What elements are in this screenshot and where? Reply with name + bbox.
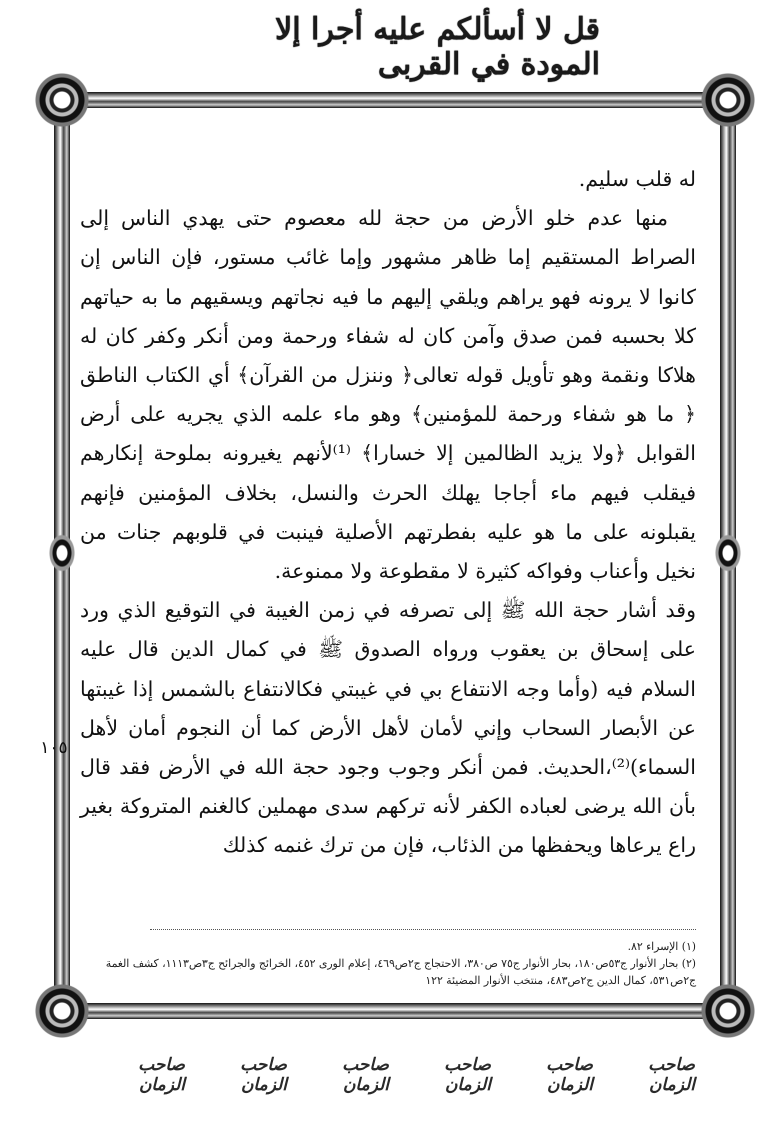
calligraphy-ornament: صاحب الزمان <box>444 1055 491 1095</box>
calligraphy-ornament: صاحب الزمان <box>546 1055 593 1095</box>
bottom-calligraphy-band <box>95 1045 695 1105</box>
frame-top-border <box>80 92 710 108</box>
frame-corner-ornament-icon <box>700 983 756 1039</box>
page-number: ١٠٥ <box>40 738 68 758</box>
paragraph: وقد أشار حجة الله ﷺ إلى تصرفه في زمن الغيبة في التوقيع الذي ورد على إسحاق بن يعقوب ورواه الصدوق ﷺ في كمال الدين قال عليه السلام فيه (وأما وجه الانتفاع بي في غيبتي فكالانتفاع بالشمس إذا غيبتها عن الأبصار السحاب وإني لأمان لأهل الأرض كما أن النجوم أمان لأهل السماء)⁽²⁾،الحديث. فمن أنكر وجوب وجود حجة الله في الأرض فقد قال بأن الله يرضى لعباده الكفر لأنه تركهم سدى مهملين كالغنم المتروكة بغير راع يرعاها ويحفظها من الذئاب، فإن من ترك غنمه كذلك <box>80 598 696 858</box>
calligraphy-ornament: صاحب الزمان <box>648 1055 695 1095</box>
body-text <box>80 160 696 866</box>
frame-corner-ornament-icon <box>700 72 756 128</box>
calligraphy-ornament: صاحب الزمان <box>138 1055 185 1095</box>
frame-side-ornament-icon <box>48 533 76 573</box>
frame-bottom-border <box>80 1003 710 1019</box>
footnotes <box>80 938 696 989</box>
footnote-divider <box>150 929 696 930</box>
frame-side-ornament-icon <box>714 533 742 573</box>
calligraphy-ornament: صاحب الزمان <box>342 1055 389 1095</box>
frame-corner-ornament-icon <box>34 983 90 1039</box>
frame-corner-ornament-icon <box>34 72 90 128</box>
paragraph: منها عدم خلو الأرض من حجة لله معصوم حتى يهدي الناس إلى الصراط المستقيم إما ظاهر مشهور وإما غائب مستور، فإن الناس إن كانوا لا يرونه فهو يراهم ويلقي إليهم ما فيه نجاتهم ويسقيهم ما به حياتهم كلا بحسبه فمن صدق وآمن كان له شفاء ورحمة ومن أنكر وكفر كان له هلاكا ونقمة وهو تأويل قوله تعالى﴿ وننزل من القرآن﴾ أي الكتاب الناطق ﴿ ما هو شفاء ورحمة للمؤمنين﴾ وهو ماء علمه الذي يجريه على أرض القوابل ﴿ولا يزيد الظالمين إلا خسارا﴾ ⁽¹⁾لأنهم يغيرونه بملوحة إنكارهم فيقلب فيهم ماء أجاجا يهلك الحرث والنسل، بخلاف المؤمنين فإنهم يقبلونه على ما هو عليه بفطرتهم الأصلية فينبت في قلوبهم جنات من نخيل وأعناب وفواكه كثيرة لا مقطوعة ولا ممنوعة. <box>80 206 696 584</box>
header-calligraphy: قل لا أسألكم عليه أجرا إلا المودة في القربى <box>275 12 600 82</box>
footnote: (٢) بحار الأنوار ج٥٣ص١٨٠، بحار الأنوار ج٧٥ ص٣٨٠، الاحتجاج ج٢ص٤٦٩، إعلام الورى ٤٥٢، الخرائج والجرائح ج٣ص١١١٣، كشف الغمة ج٢ص٥٣١، كمال الدين ج٢ص٤٨٣، منتخب الأنوار المضيئة ١٢٢ <box>105 957 696 987</box>
paragraph: له قلب سليم. <box>578 167 696 191</box>
footnote: (١) الإسراء ٨٢. <box>627 940 696 953</box>
calligraphy-ornament: صاحب الزمان <box>240 1055 287 1095</box>
